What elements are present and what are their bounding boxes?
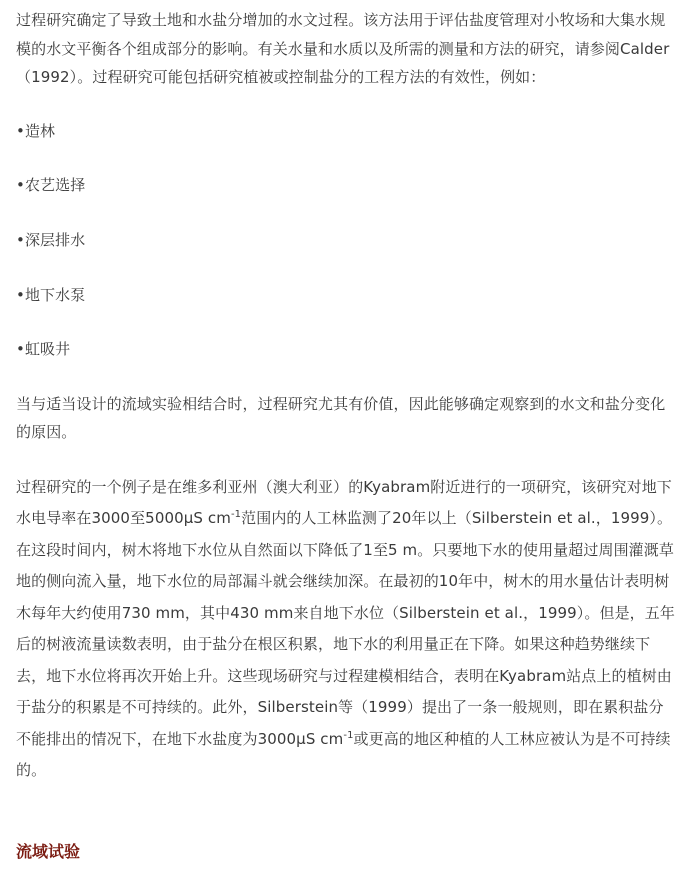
bullet-item-groundwater-pumps: •地下水泵 [16, 285, 86, 304]
intro-paragraph: 过程研究确定了导致土地和水盐分增加的水文过程。该方法用于评估盐度管理对小牧场和大集水规模的水文平衡各个组成部分的影响。有关水量和水质以及所需的测量和方法的研究，请参阅Calder（1992）。过程研究可能包括研究植被或控制盐分的工程方法的有效性，例如： [16, 11, 670, 87]
section-heading: 流域试验 [16, 842, 81, 861]
bullet-item-deep-drainage: •深层排水 [16, 230, 86, 249]
example-paragraph [16, 472, 677, 787]
example-text-part1: 过程研究的一个例子是在维多利亚州（澳大利亚）的Kyabram附近进行的一项研究，该研究对地下水电导率在3000至5000μS cm [16, 477, 672, 528]
bullet-item-afforestation: •造林 [16, 121, 56, 140]
unit-superscript: -1 [343, 729, 354, 741]
bullet-item-agronomic-options: •农艺选择 [16, 176, 86, 195]
value-paragraph: 当与适当设计的流域实验相结合时，过程研究尤其有价值，因此能够确定观察到的水文和盐分变化的原因。 [16, 394, 666, 442]
example-text-part2: 范围内的人工林监测了20年以上（Silberstein et al.，1999）。在这段时间内，树木将地下水位从自然面以下降低了1至5 m。只要地下水的使用量超过周围灌溉草地的侧向流入量，地下水位的局部漏斗就会继续加深。在最初的10年中，树木的用水量估计表明树木每年大约使用730 mm，其中430 mm来自地下水位（Silberstein et al.，1999）。但是，五年后的树液流量读数表明，由于盐分在根区积累，地下水的利用量正在下降。如果这种趋势继续下去，地下水位将再次开始上升。这些现场研究与过程建模相结合，表明在Kyabram站点上的植树由于盐分的积累是不可持续的。此外，Silberstein等（1999）提出了一条一般规则，即在累积盐分不能排出的情况下，在地下水盐度为3000μS cm [16, 509, 675, 748]
unit-superscript: -1 [230, 509, 242, 521]
example-text-part3: 或更高的地区种植的人工林应被认为是不可持续的。 [16, 729, 671, 780]
bullet-item-siphon-wells: •虹吸井 [16, 340, 71, 359]
